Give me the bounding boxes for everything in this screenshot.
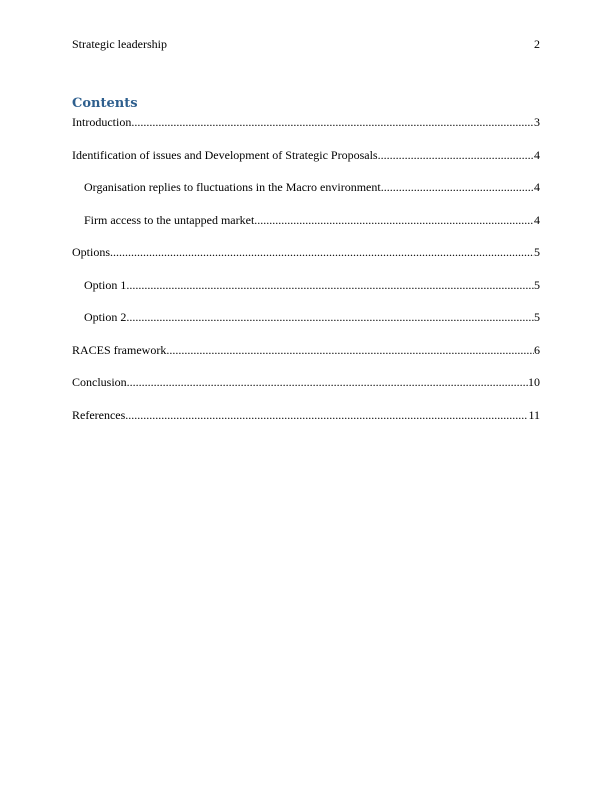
toc-dot-leader [110,244,534,260]
toc-entry-page: 5 [534,310,540,324]
toc-dot-leader [127,374,528,390]
toc-entry-conclusion[interactable] [72,374,540,390]
toc-spacer [72,293,540,310]
toc-entry-page: 3 [534,115,540,129]
toc-spacer [72,195,540,212]
toc-entry-label: Organisation replies to fluctuations in the Macro environment [84,180,381,194]
toc-dot-leader [166,342,534,358]
toc-entry-page: 11 [528,407,540,422]
toc-spacer [72,390,540,407]
toc-dot-leader [126,277,534,293]
page-number: 2 [534,37,540,51]
toc-entry-label: Identification of issues and Development of Strategic Proposals [72,147,378,162]
toc-entry-label: Option 2 [84,310,127,324]
toc-entry-label: Firm access to the untapped market [84,212,255,227]
toc-entry-page: 10 [528,375,540,389]
toc-dot-leader [125,407,528,423]
toc-entry-firm-access[interactable] [72,212,540,228]
toc-spacer [72,260,540,277]
toc-entry-page: 4 [534,180,540,194]
toc-entry-option-2[interactable] [72,309,540,325]
table-of-contents [72,114,540,423]
toc-dot-leader [254,212,534,228]
toc-entry-references[interactable] [72,407,540,423]
toc-entry-options[interactable] [72,244,540,260]
toc-dot-leader [131,114,534,130]
toc-spacer [72,358,540,375]
toc-dot-leader [381,179,534,195]
toc-entry-page: 4 [534,212,540,227]
toc-spacer [72,228,540,245]
toc-dot-leader [126,309,534,325]
toc-entry-label: Option 1 [84,277,127,292]
page-header [72,36,540,52]
toc-entry-label: RACES framework [72,342,167,357]
toc-entry-option-1[interactable] [72,277,540,293]
toc-entry-label: References [72,407,126,422]
toc-entry-races-framework[interactable] [72,342,540,358]
toc-spacer [72,130,540,147]
toc-entry-organisation-replies[interactable] [72,179,540,195]
toc-entry-page: 5 [534,277,540,292]
toc-entry-page: 5 [534,245,540,259]
toc-entry-identification-of-issues[interactable] [72,147,540,163]
toc-entry-label: Options [72,245,111,259]
toc-spacer [72,325,540,342]
toc-entry-page: 4 [534,147,540,162]
toc-entry-introduction[interactable] [72,114,540,130]
toc-entry-page: 6 [534,342,540,357]
toc-dot-leader [378,147,534,163]
toc-entry-label: Conclusion [72,375,127,389]
toc-entry-label: Introduction [72,115,132,129]
running-head-title: Strategic leadership [72,37,167,51]
toc-spacer [72,163,540,180]
toc-heading: Contents [72,96,138,111]
